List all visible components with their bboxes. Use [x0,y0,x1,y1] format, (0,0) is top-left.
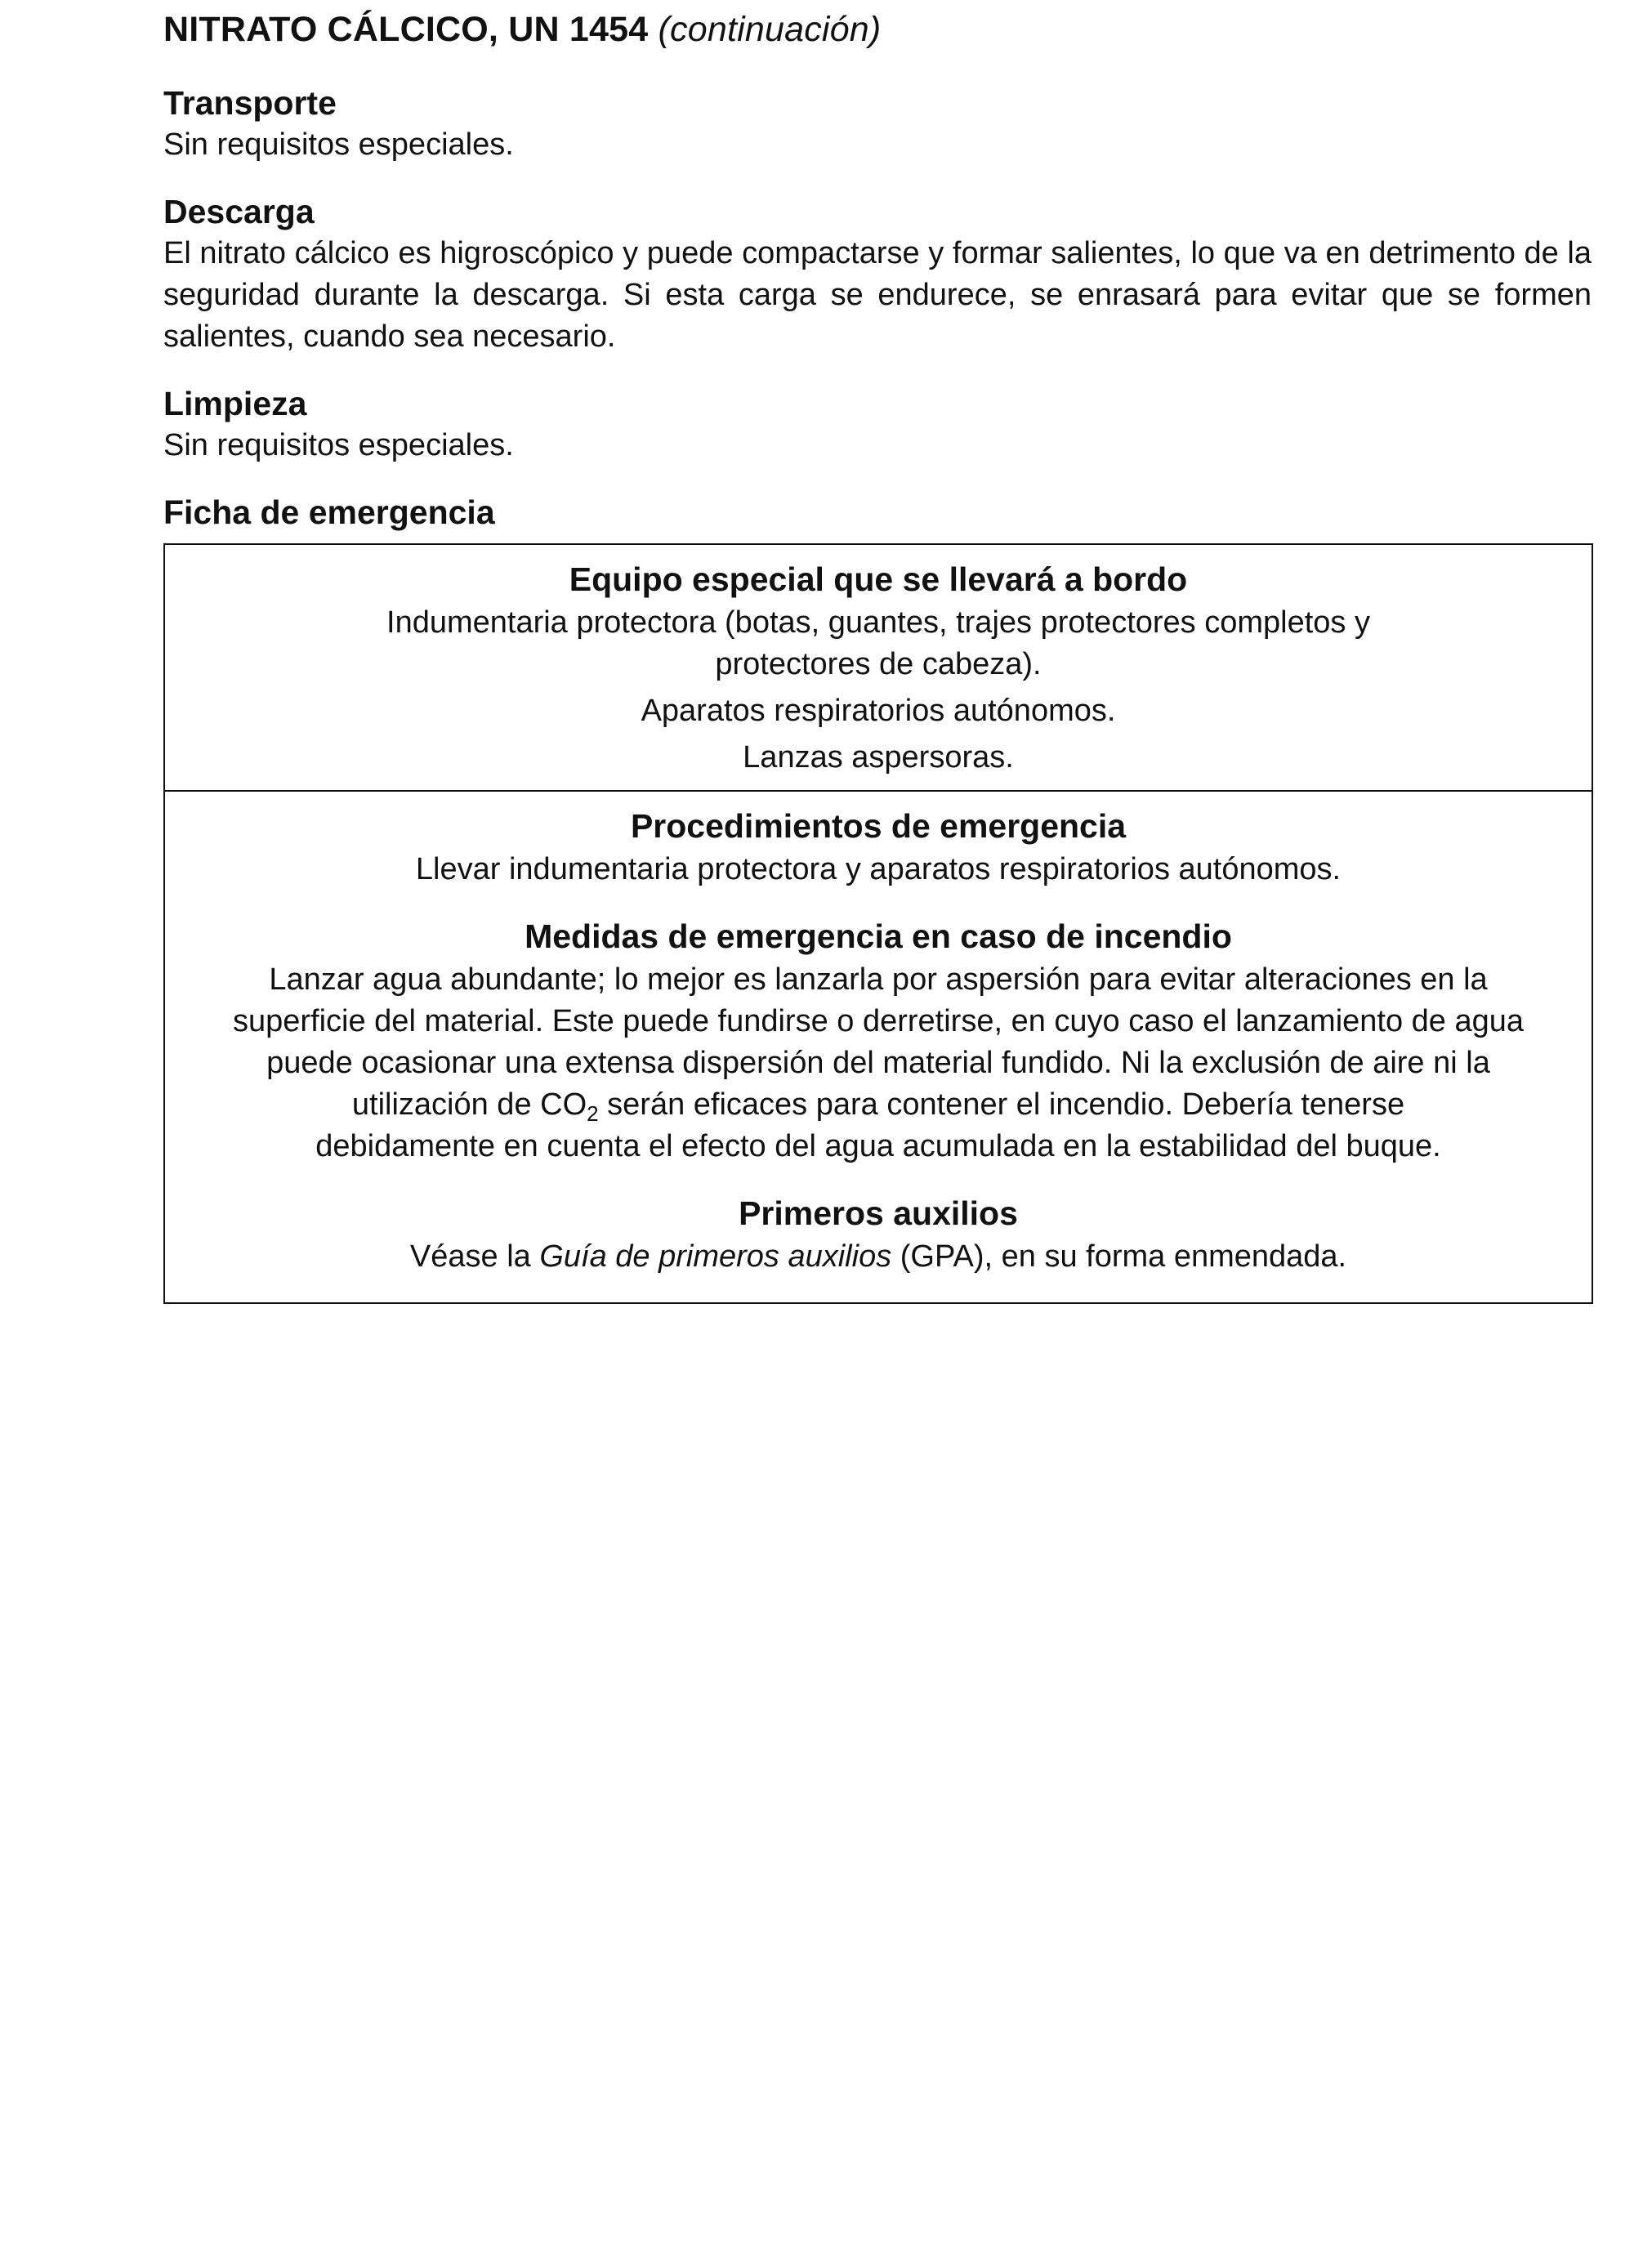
section-body-limpieza: Sin requisitos especiales. [163,428,514,462]
document-title-suffix: (continuación) [658,10,882,49]
section-heading-limpieza: Limpieza [163,385,307,422]
emergency-equipment-section [165,545,1592,790]
section-heading-descarga: Descarga [163,193,315,230]
section-heading-transporte: Transporte [163,84,337,122]
section-heading-ficha-emergencia: Ficha de emergencia [163,493,495,531]
equipment-line-1b: protectores de cabeza). [715,647,1042,681]
procedures-heading: Procedimientos de emergencia [630,807,1127,845]
fire-heading: Medidas de emergencia en caso de incendio [525,917,1232,955]
fire-line-4 [198,1084,1559,1126]
first-aid-text-start: Véase la [409,1239,540,1274]
fire-line-3: puede ocasionar una extensa dispersión del material fundido. Ni la exclusión de aire ni la [266,1046,1490,1080]
fire-line-2: superficie del material. Este puede fundirse o derretirse, en cuyo caso el lanzamiento de agua [232,1004,1525,1038]
section-body-transporte: Sin requisitos especiales. [163,127,514,162]
fire-line-5: debidamente en cuenta el efecto del agua acumulada en la estabilidad del buque. [315,1129,1441,1163]
document-page [163,0,1592,1304]
first-aid-text-end: (GPA), en su forma enmendada. [891,1239,1347,1274]
document-title [163,5,1592,54]
emergency-card [163,543,1593,1304]
equipment-line-2: Aparatos respiratorios autónomos. [641,694,1116,728]
fire-line-4-start: utilización de CO [351,1087,587,1122]
first-aid-guide-title: Guía de primeros auxilios [539,1239,892,1274]
co2-subscript: 2 [587,1101,599,1126]
fire-line-1: Lanzar agua abundante; lo mejor es lanzarla por aspersión para evitar alteraciones en la [269,962,1488,997]
equipment-line-1a: Indumentaria protectora (botas, guantes, trajes protectores completos y [386,605,1370,640]
first-aid-text [198,1236,1559,1278]
first-aid-heading: Primeros auxilios [739,1194,1018,1232]
emergency-procedures-section [165,790,1592,1302]
fire-line-4-end: serán eficaces para contener el incendio. Debería tenerse [598,1087,1405,1122]
document-title-main: NITRATO CÁLCICO, UN 1454 [163,10,649,49]
equipment-heading: Equipo especial que se llevará a bordo [569,560,1188,598]
equipment-line-3: Lanzas aspersoras. [743,740,1014,775]
procedures-text: Llevar indumentaria protectora y aparatos respiratorios autónomos. [415,852,1342,886]
section-body-descarga: El nitrato cálcico es higroscópico y puede compactarse y formar salientes, lo que va en detrimento de la seguridad durante la descarga. Si esta carga se endurece, se enrasará para evitar que se formen salientes, cuando sea necesario. [163,236,1592,354]
